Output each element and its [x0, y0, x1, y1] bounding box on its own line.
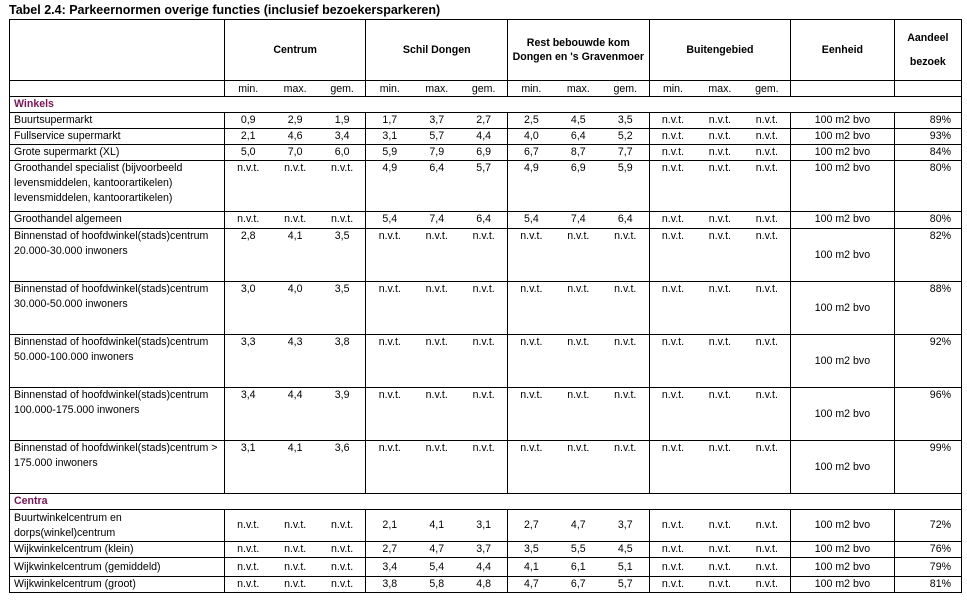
value-cell: n.v.t.	[602, 441, 649, 494]
subheader-max: max.	[272, 81, 319, 97]
value-cell: 3,5	[602, 113, 649, 129]
value-cell: n.v.t.	[696, 129, 743, 145]
value-cell: n.v.t.	[413, 229, 460, 282]
value-cell: n.v.t.	[224, 558, 271, 577]
value-cell: 1,9	[319, 113, 366, 129]
share-cell: 93%	[894, 129, 961, 145]
value-cell: 4,4	[272, 388, 319, 441]
value-cell: n.v.t.	[649, 577, 696, 593]
value-cell: n.v.t.	[743, 388, 790, 441]
value-cell: n.v.t.	[696, 388, 743, 441]
header-group-rest: Rest bebouwde kom Dongen en 's Gravenmoer	[508, 20, 650, 81]
value-cell: n.v.t.	[743, 577, 790, 593]
subheader-unit-empty	[791, 81, 894, 97]
row-label: Grote supermarkt (XL)	[10, 145, 225, 161]
subheader-min: min.	[366, 81, 413, 97]
value-cell: 6,4	[602, 212, 649, 229]
table-row	[10, 229, 962, 282]
share-cell: 76%	[894, 542, 961, 558]
share-cell: 79%	[894, 558, 961, 577]
value-cell: 4,0	[508, 129, 555, 145]
subheader-min: min.	[508, 81, 555, 97]
value-cell: n.v.t.	[696, 441, 743, 494]
row-label: Groothandel algemeen	[10, 212, 225, 229]
value-cell: 5,9	[366, 145, 413, 161]
value-cell: n.v.t.	[508, 282, 555, 335]
unit-cell: 100 m2 bvo	[791, 145, 894, 161]
table-row	[10, 129, 962, 145]
value-cell: 6,9	[555, 161, 602, 212]
value-cell: n.v.t.	[602, 282, 649, 335]
value-cell: 4,4	[460, 558, 507, 577]
value-cell: 2,8	[224, 229, 271, 282]
value-cell: 5,7	[413, 129, 460, 145]
value-cell: n.v.t.	[696, 577, 743, 593]
row-label: Wijkwinkelcentrum (gemiddeld)	[10, 558, 225, 577]
value-cell: 3,4	[366, 558, 413, 577]
value-cell: n.v.t.	[319, 212, 366, 229]
table-row	[10, 113, 962, 129]
subheader-share-empty	[894, 81, 961, 97]
value-cell: 3,5	[508, 542, 555, 558]
value-cell: 3,6	[319, 441, 366, 494]
value-cell: n.v.t.	[696, 161, 743, 212]
unit-cell: 100 m2 bvo	[791, 113, 894, 129]
table-row	[10, 577, 962, 593]
unit-cell: 100 m2 bvo	[791, 212, 894, 229]
value-cell: n.v.t.	[696, 510, 743, 542]
value-cell: 3,7	[460, 542, 507, 558]
value-cell: 6,4	[413, 161, 460, 212]
share-cell: 81%	[894, 577, 961, 593]
header-share-line1: Aandeel	[907, 32, 949, 44]
value-cell: n.v.t.	[413, 282, 460, 335]
value-cell: 6,0	[319, 145, 366, 161]
value-cell: 6,9	[460, 145, 507, 161]
table-row	[10, 212, 962, 229]
value-cell: 3,5	[319, 229, 366, 282]
value-cell: n.v.t.	[649, 113, 696, 129]
table-row	[10, 510, 962, 542]
header-group-buitengebied: Buitengebied	[649, 20, 791, 81]
unit-cell: 100 m2 bvo	[791, 510, 894, 542]
value-cell: 4,7	[413, 542, 460, 558]
value-cell: n.v.t.	[272, 161, 319, 212]
value-cell: n.v.t.	[743, 282, 790, 335]
value-cell: n.v.t.	[366, 388, 413, 441]
value-cell: n.v.t.	[413, 388, 460, 441]
value-cell: n.v.t.	[696, 229, 743, 282]
value-cell: n.v.t.	[366, 441, 413, 494]
value-cell: 2,7	[508, 510, 555, 542]
value-cell: n.v.t.	[602, 229, 649, 282]
value-cell: 4,1	[272, 441, 319, 494]
value-cell: 4,9	[508, 161, 555, 212]
value-cell: n.v.t.	[649, 558, 696, 577]
value-cell: n.v.t.	[319, 510, 366, 542]
subheader-gem: gem.	[602, 81, 649, 97]
table-row	[10, 282, 962, 335]
subheader-row	[10, 81, 962, 97]
value-cell: n.v.t.	[460, 335, 507, 388]
value-cell: n.v.t.	[508, 441, 555, 494]
value-cell: n.v.t.	[649, 129, 696, 145]
row-label: Groothandel specialist (bijvoorbeeld levensmiddelen, kantoorartikelen) levensmiddelen, kantoorartikelen)	[10, 161, 225, 212]
value-cell: n.v.t.	[649, 145, 696, 161]
value-cell: n.v.t.	[602, 388, 649, 441]
value-cell: n.v.t.	[696, 113, 743, 129]
value-cell: 5,4	[366, 212, 413, 229]
value-cell: n.v.t.	[649, 335, 696, 388]
table-row	[10, 388, 962, 441]
value-cell: 3,7	[413, 113, 460, 129]
table-caption: Tabel 2.4: Parkeernormen overige functies (inclusief bezoekersparkeren)	[9, 3, 441, 17]
value-cell: 6,7	[555, 577, 602, 593]
value-cell: n.v.t.	[649, 441, 696, 494]
share-cell: 88%	[894, 282, 961, 335]
value-cell: 5,7	[460, 161, 507, 212]
subheader-gem: gem.	[743, 81, 790, 97]
row-label: Binnenstad of hoofdwinkel(stads)centrum > 175.000 inwoners	[10, 441, 225, 494]
value-cell: 3,1	[366, 129, 413, 145]
value-cell: n.v.t.	[508, 335, 555, 388]
value-cell: 4,5	[555, 113, 602, 129]
unit-cell: 100 m2 bvo	[791, 282, 894, 335]
value-cell: 3,7	[602, 510, 649, 542]
value-cell: n.v.t.	[649, 212, 696, 229]
value-cell: 5,2	[602, 129, 649, 145]
value-cell: 4,7	[555, 510, 602, 542]
value-cell: n.v.t.	[602, 335, 649, 388]
value-cell: 4,1	[413, 510, 460, 542]
value-cell: n.v.t.	[460, 388, 507, 441]
value-cell: 7,4	[555, 212, 602, 229]
value-cell: 2,1	[224, 129, 271, 145]
share-cell: 84%	[894, 145, 961, 161]
value-cell: 5,5	[555, 542, 602, 558]
value-cell: 2,7	[366, 542, 413, 558]
table-body	[10, 97, 962, 593]
value-cell: 5,1	[602, 558, 649, 577]
value-cell: n.v.t.	[696, 145, 743, 161]
value-cell: 7,4	[413, 212, 460, 229]
share-cell: 80%	[894, 161, 961, 212]
section-title: Centra	[10, 494, 962, 510]
table-row	[10, 161, 962, 212]
row-label: Binnenstad of hoofdwinkel(stads)centrum 30.000-50.000 inwoners	[10, 282, 225, 335]
value-cell: n.v.t.	[743, 113, 790, 129]
value-cell: 7,7	[602, 145, 649, 161]
value-cell: 5,9	[602, 161, 649, 212]
value-cell: 6,1	[555, 558, 602, 577]
value-cell: n.v.t.	[272, 510, 319, 542]
value-cell: 3,9	[319, 388, 366, 441]
subheader-gem: gem.	[319, 81, 366, 97]
row-label: Wijkwinkelcentrum (klein)	[10, 542, 225, 558]
subheader-max: max.	[555, 81, 602, 97]
value-cell: n.v.t.	[743, 558, 790, 577]
value-cell: n.v.t.	[224, 577, 271, 593]
row-label: Wijkwinkelcentrum (groot)	[10, 577, 225, 593]
unit-cell: 100 m2 bvo	[791, 388, 894, 441]
parking-norms-table	[9, 19, 962, 593]
value-cell: n.v.t.	[224, 161, 271, 212]
header-group-schil: Schil Dongen	[366, 20, 508, 81]
unit-cell: 100 m2 bvo	[791, 161, 894, 212]
value-cell: 1,7	[366, 113, 413, 129]
value-cell: n.v.t.	[696, 335, 743, 388]
unit-cell: 100 m2 bvo	[791, 577, 894, 593]
value-cell: 3,8	[319, 335, 366, 388]
section-row	[10, 494, 962, 510]
value-cell: n.v.t.	[319, 558, 366, 577]
header-unit: Eenheid	[791, 20, 894, 81]
value-cell: n.v.t.	[413, 335, 460, 388]
value-cell: n.v.t.	[696, 558, 743, 577]
share-cell: 99%	[894, 441, 961, 494]
value-cell: 4,0	[272, 282, 319, 335]
subheader-min: min.	[649, 81, 696, 97]
value-cell: n.v.t.	[272, 577, 319, 593]
value-cell: n.v.t.	[272, 558, 319, 577]
value-cell: n.v.t.	[555, 229, 602, 282]
value-cell: 6,7	[508, 145, 555, 161]
value-cell: n.v.t.	[555, 282, 602, 335]
value-cell: n.v.t.	[649, 229, 696, 282]
header-share	[894, 20, 961, 81]
value-cell: n.v.t.	[366, 335, 413, 388]
value-cell: 4,5	[602, 542, 649, 558]
value-cell: 2,5	[508, 113, 555, 129]
value-cell: 5,8	[413, 577, 460, 593]
value-cell: n.v.t.	[696, 212, 743, 229]
value-cell: 4,1	[508, 558, 555, 577]
value-cell: 4,8	[460, 577, 507, 593]
subheader-min: min.	[224, 81, 271, 97]
value-cell: n.v.t.	[743, 145, 790, 161]
value-cell: 5,7	[602, 577, 649, 593]
value-cell: 0,9	[224, 113, 271, 129]
value-cell: n.v.t.	[743, 441, 790, 494]
value-cell: 4,4	[460, 129, 507, 145]
subheader-empty	[10, 81, 225, 97]
value-cell: n.v.t.	[743, 129, 790, 145]
value-cell: 3,1	[460, 510, 507, 542]
unit-cell: 100 m2 bvo	[791, 542, 894, 558]
value-cell: n.v.t.	[649, 161, 696, 212]
section-row	[10, 97, 962, 113]
value-cell: n.v.t.	[743, 542, 790, 558]
value-cell: 3,8	[366, 577, 413, 593]
row-label: Fullservice supermarkt	[10, 129, 225, 145]
value-cell: 4,9	[366, 161, 413, 212]
value-cell: n.v.t.	[413, 441, 460, 494]
row-label: Binnenstad of hoofdwinkel(stads)centrum 50.000-100.000 inwoners	[10, 335, 225, 388]
value-cell: n.v.t.	[460, 441, 507, 494]
value-cell: n.v.t.	[460, 282, 507, 335]
value-cell: 3,0	[224, 282, 271, 335]
value-cell: 5,4	[413, 558, 460, 577]
value-cell: n.v.t.	[508, 229, 555, 282]
share-cell: 92%	[894, 335, 961, 388]
table-row	[10, 335, 962, 388]
value-cell: n.v.t.	[508, 388, 555, 441]
header-share-line2: bezoek	[909, 56, 946, 68]
value-cell: n.v.t.	[272, 542, 319, 558]
value-cell: 4,6	[272, 129, 319, 145]
row-label: Buurtsupermarkt	[10, 113, 225, 129]
share-cell: 80%	[894, 212, 961, 229]
value-cell: n.v.t.	[319, 161, 366, 212]
unit-cell: 100 m2 bvo	[791, 441, 894, 494]
unit-cell: 100 m2 bvo	[791, 229, 894, 282]
value-cell: 7,0	[272, 145, 319, 161]
unit-cell: 100 m2 bvo	[791, 335, 894, 388]
value-cell: n.v.t.	[224, 542, 271, 558]
unit-cell: 100 m2 bvo	[791, 558, 894, 577]
value-cell: 8,7	[555, 145, 602, 161]
value-cell: 4,1	[272, 229, 319, 282]
value-cell: n.v.t.	[366, 229, 413, 282]
value-cell: 4,3	[272, 335, 319, 388]
value-cell: n.v.t.	[319, 577, 366, 593]
value-cell: 3,5	[319, 282, 366, 335]
value-cell: 7,9	[413, 145, 460, 161]
value-cell: 4,7	[508, 577, 555, 593]
value-cell: n.v.t.	[649, 388, 696, 441]
value-cell: n.v.t.	[649, 542, 696, 558]
value-cell: n.v.t.	[696, 542, 743, 558]
value-cell: n.v.t.	[555, 441, 602, 494]
header-group-centrum: Centrum	[224, 20, 366, 81]
value-cell: n.v.t.	[366, 282, 413, 335]
table-row	[10, 441, 962, 494]
value-cell: n.v.t.	[743, 229, 790, 282]
value-cell: n.v.t.	[743, 510, 790, 542]
value-cell: 6,4	[555, 129, 602, 145]
value-cell: n.v.t.	[649, 510, 696, 542]
value-cell: 5,0	[224, 145, 271, 161]
value-cell: n.v.t.	[224, 510, 271, 542]
value-cell: 3,4	[224, 388, 271, 441]
row-label: Binnenstad of hoofdwinkel(stads)centrum 20.000-30.000 inwoners	[10, 229, 225, 282]
header-empty	[10, 20, 225, 81]
share-cell: 82%	[894, 229, 961, 282]
value-cell: 2,7	[460, 113, 507, 129]
row-label: Buurtwinkelcentrum en dorps(winkel)centrum	[10, 510, 225, 542]
row-label: Binnenstad of hoofdwinkel(stads)centrum 100.000-175.000 inwoners	[10, 388, 225, 441]
value-cell: n.v.t.	[743, 335, 790, 388]
value-cell: n.v.t.	[460, 229, 507, 282]
share-cell: 89%	[894, 113, 961, 129]
table-row	[10, 145, 962, 161]
value-cell: n.v.t.	[555, 388, 602, 441]
value-cell: n.v.t.	[649, 282, 696, 335]
value-cell: n.v.t.	[696, 282, 743, 335]
value-cell: n.v.t.	[224, 212, 271, 229]
value-cell: n.v.t.	[555, 335, 602, 388]
value-cell: 6,4	[460, 212, 507, 229]
subheader-gem: gem.	[460, 81, 507, 97]
value-cell: n.v.t.	[272, 212, 319, 229]
value-cell: 2,1	[366, 510, 413, 542]
value-cell: 3,1	[224, 441, 271, 494]
table-row	[10, 542, 962, 558]
value-cell: 3,4	[319, 129, 366, 145]
share-cell: 96%	[894, 388, 961, 441]
value-cell: 3,3	[224, 335, 271, 388]
section-title: Winkels	[10, 97, 962, 113]
value-cell: 5,4	[508, 212, 555, 229]
subheader-max: max.	[696, 81, 743, 97]
subheader-max: max.	[413, 81, 460, 97]
share-cell: 72%	[894, 510, 961, 542]
unit-cell: 100 m2 bvo	[791, 129, 894, 145]
table-row	[10, 558, 962, 577]
value-cell: n.v.t.	[743, 161, 790, 212]
value-cell: n.v.t.	[319, 542, 366, 558]
value-cell: 2,9	[272, 113, 319, 129]
value-cell: n.v.t.	[743, 212, 790, 229]
